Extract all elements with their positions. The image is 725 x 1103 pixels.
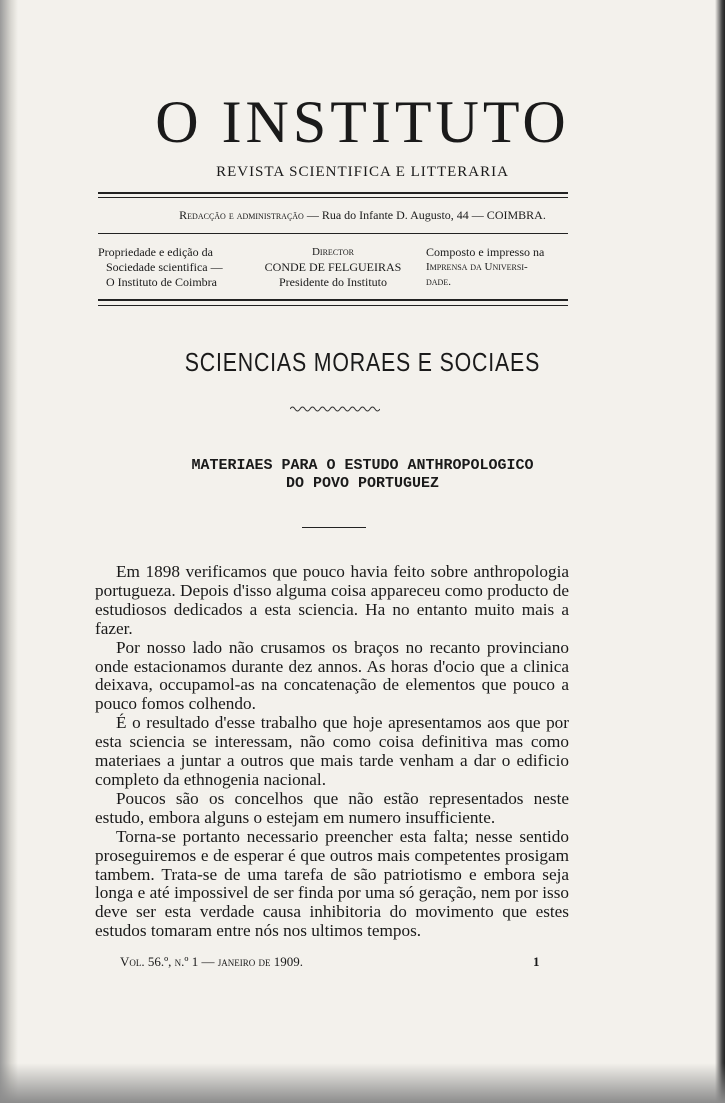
page-number: 1 bbox=[533, 954, 540, 969]
article-paragraph: Por nosso lado não crusamos os braços no recanto provinciano onde estacionamos durante dez annos. As horas d'ocio que a clinica deixava, occupamol-as na concatenação de elementos que pouco a pouco fomos colhendo. bbox=[95, 637, 569, 714]
info-center-line: Presidente do Instituto bbox=[279, 275, 387, 289]
scan-edge-bottom bbox=[0, 1063, 725, 1103]
article-paragraph: É o resultado d'esse trabalho que hoje apresentamos aos que por esta sciencia se interessam, não como coisa definitiva mas como materiaes a juntar a outros que mais tarde venham a dar o edificio completo da ethnogenia nacional. bbox=[95, 713, 569, 789]
administration-line bbox=[0, 208, 725, 223]
info-center-line: Director bbox=[311, 246, 355, 258]
header-rule-middle bbox=[98, 233, 568, 234]
admin-label: Redacção e administração bbox=[179, 208, 304, 222]
admin-address: — Rua do Infante D. Augusto, 44 — COIMBRA. bbox=[303, 208, 546, 222]
article-title-line: DO POVO PORTUGUEZ bbox=[285, 475, 440, 492]
footer-volume: Vol. 56.º, n.º 1 — janeiro de 1909. bbox=[120, 954, 303, 969]
article-paragraph: Em 1898 verificamos que pouco havia feito sobre anthropologia portugueza. Depois d'isso alguma coisa appareceu como producto de estudiosos dedicados a esta sciencia. Ha no entanto muito mais a fazer. bbox=[95, 562, 569, 638]
masthead-subtitle: REVISTA SCIENTIFICA E LITTERARIA bbox=[216, 164, 509, 180]
info-right-line: Imprensa da Universi- bbox=[426, 261, 528, 273]
header-rule-top-thin bbox=[98, 197, 568, 198]
info-printer bbox=[418, 245, 576, 290]
article-paragraph: Poucos são os concelhos que não estão representados neste estudo, embora alguns o estejam em numero insufficiente. bbox=[95, 788, 569, 827]
article-body bbox=[95, 563, 569, 941]
header-rule-top bbox=[98, 192, 568, 194]
info-right-line: dade. bbox=[426, 276, 451, 288]
masthead-title: O INSTITUTO bbox=[155, 89, 570, 155]
header-rule-bottom-thin bbox=[98, 305, 568, 306]
info-left-line: Propriedade e edição da bbox=[98, 245, 213, 259]
article-title bbox=[0, 457, 725, 493]
info-center-line: CONDE DE FELGUEIRAS bbox=[264, 260, 402, 274]
article-paragraph: Torna-se portanto necessario preencher esta falta; nesse sentido proseguiremos e de esperar é que outros mais competentes prosigam tambem. Trata-se de uma tarefa de são patriotismo e embora seja longa e até impossivel de ser finda por uma só geração, nem por isso deve ser esta verdade causa inhibitoria do movimento que estes estudos tomaram entre nós nos ultimos tempos. bbox=[95, 826, 569, 941]
wavy-ornament bbox=[290, 405, 380, 413]
article-divider bbox=[302, 527, 366, 528]
info-director bbox=[258, 245, 408, 290]
article-title-line: MATERIAES PARA O ESTUDO ANTHROPOLOGICO bbox=[191, 457, 534, 474]
info-right-line: Composto e impresso na bbox=[426, 245, 545, 259]
info-left-line: Sociedade scientifica — bbox=[106, 260, 223, 274]
info-left-line: O Instituto de Coimbra bbox=[106, 275, 217, 289]
section-title: SCIENCIAS MORAES E SOCIAES bbox=[184, 347, 541, 377]
header-rule-bottom bbox=[98, 299, 568, 301]
info-ownership bbox=[98, 245, 258, 290]
